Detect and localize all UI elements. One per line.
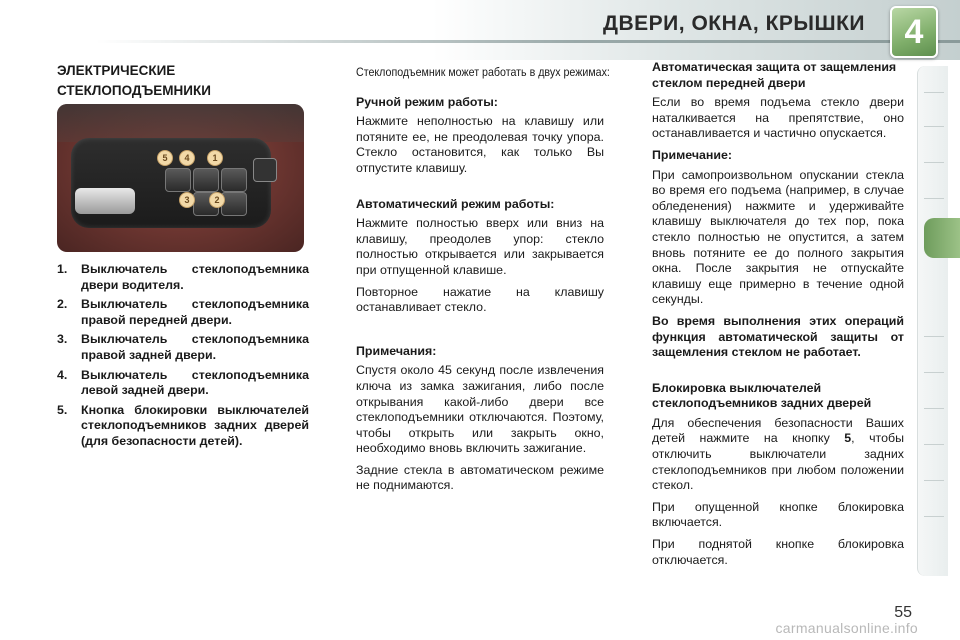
child-lock-text <box>652 416 904 494</box>
modes-intro: Стеклоподъемник может работать в двух режимах: <box>356 66 610 79</box>
section-title-line2: СТЕКЛОПОДЪЕМНИКИ <box>57 83 211 98</box>
section-title-line1: ЭЛЕКТРИЧЕСКИЕ <box>57 63 176 78</box>
manual-mode-text: Нажмите неполностью на клавишу или потяните ее, не преодолевая точку упора. Стекло остановится, как только Вы отпустите клавишу. <box>356 114 604 175</box>
list-num: 3. <box>57 332 68 347</box>
tab-divider <box>924 444 944 445</box>
window-switch-photo <box>57 104 304 252</box>
switch-driver <box>193 168 219 192</box>
tab-divider <box>924 480 944 481</box>
switch-passenger <box>221 168 247 192</box>
list-text: Выключатель стеклоподъемника левой задней двери. <box>81 367 309 398</box>
list-item <box>57 332 309 363</box>
spacer <box>356 322 604 344</box>
list-num: 1. <box>57 262 68 276</box>
spacer <box>356 183 604 197</box>
list-item <box>57 403 309 450</box>
tab-divider <box>924 92 944 93</box>
anti-pinch-text: Если во время подъема стекло двери наталкивается на препятствие, оно останавливается и частично опускается. <box>652 95 904 141</box>
note-title: Примечание: <box>652 147 733 162</box>
tab-divider <box>924 126 944 127</box>
column-left <box>57 60 307 100</box>
switch-front-right <box>221 192 247 216</box>
page-number: 55 <box>894 604 912 621</box>
list-num: 4. <box>57 367 68 382</box>
tab-divider <box>924 408 944 409</box>
child-lock-text-a: Для обеспечения безопасности Ваших детей нажмите на кнопку <box>652 415 904 446</box>
list-item <box>57 368 309 399</box>
warning-text: Во время выполнения этих операций функция автоматической защиты от защемления стеклом не работает. <box>652 313 904 360</box>
chapter-number-badge: 4 <box>890 6 938 58</box>
child-lock-title: Блокировка выключателей стеклоподъемников задних дверей <box>652 380 872 411</box>
spacer <box>652 367 904 381</box>
notes-text: Спустя около 45 секунд после извлечения ключа из замка зажигания, либо после открывания какой-либо двери все стеклоподъемники отключаются. Поэтому, чтобы открыть или закрыть окно, необходимо вновь включить зажигание. <box>356 363 604 456</box>
tab-divider <box>924 162 944 163</box>
column-middle <box>356 60 610 500</box>
note-text: При самопроизвольном опускании стекла во время его подъема (например, в случае обледенения) нажмите и удерживайте клавишу выключателя до тех пор, пока стекло полностью не опустится, а затем вновь потяните ее до полного закрытия окна. После закрытия не отпускайте клавишу еще примерно в течение одной секунды. <box>652 167 904 307</box>
child-lock-button <box>253 158 277 182</box>
list-text: Выключатель стеклоподъемника правой задней двери. <box>81 332 309 362</box>
list-text: Выключатель стеклоподъемника правой передней двери. <box>81 297 309 327</box>
manual-mode-title: Ручной режим работы: <box>356 94 498 109</box>
photo-trim <box>57 104 304 142</box>
tab-divider <box>924 198 944 199</box>
switch-rear-left <box>165 168 191 192</box>
switch-panel <box>71 138 271 228</box>
column-right <box>652 60 904 574</box>
tab-divider <box>924 336 944 337</box>
child-lock-off-text: При поднятой кнопке блокировка отключается. <box>652 537 904 567</box>
watermark: carmanualsonline.info <box>775 620 918 636</box>
photo-marker: 1 <box>207 150 223 166</box>
side-tab-strip <box>917 66 948 576</box>
list-num: 2. <box>57 297 68 312</box>
auto-mode-text: Нажмите полностью вверх или вниз на клавишу, преодолев упор: стекло полностью открывается или закрывается при отпущенной клавише. <box>356 216 604 277</box>
list-item <box>57 262 309 293</box>
list-text: Выключатель стеклоподъемника двери водителя. <box>81 262 309 292</box>
anti-pinch-title: Автоматическая защита от защемления стеклом передней двери <box>652 60 897 90</box>
header-rule <box>0 40 960 43</box>
chapter-tab-active[interactable] <box>924 218 960 258</box>
photo-marker: 4 <box>179 150 195 166</box>
child-lock-on-text: При опущенной кнопке блокировка включается. <box>652 499 904 530</box>
auto-mode-stop-text: Повторное нажатие на клавишу останавливает стекло. <box>356 284 604 315</box>
photo-marker: 3 <box>179 192 195 208</box>
chapter-title: ДВЕРИ, ОКНА, КРЫШКИ <box>603 12 865 35</box>
list-text: Кнопка блокировки выключателей стеклоподъемников задних дверей (для безопасности детей). <box>81 402 309 448</box>
list-num: 5. <box>57 402 68 417</box>
legend-list <box>57 262 309 454</box>
notes-rear-text: Задние стекла в автоматическом режиме не поднимаются. <box>356 462 604 493</box>
auto-mode-title: Автоматический режим работы: <box>356 196 555 211</box>
photo-marker: 5 <box>157 150 173 166</box>
notes-title: Примечания: <box>356 343 437 358</box>
photo-marker: 2 <box>209 192 225 208</box>
list-item <box>57 297 309 328</box>
tab-divider <box>924 516 944 517</box>
child-lock-text-c: , чтобы отключить выключатели задних стеклоподъемников при любом положении стекол. <box>652 431 904 493</box>
child-lock-button-ref: 5 <box>844 431 852 446</box>
tab-divider <box>924 372 944 373</box>
door-handle <box>75 188 135 214</box>
